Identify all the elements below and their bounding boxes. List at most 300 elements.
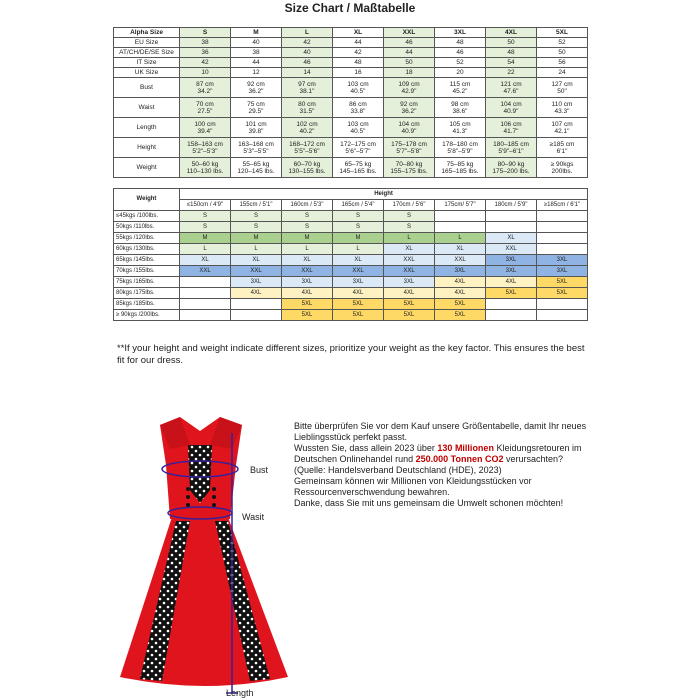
size-cell-imperial: 34.2" (197, 87, 213, 95)
size-row (114, 118, 588, 138)
size-cell-imperial: 40.9" (503, 107, 519, 115)
height-column-label: 170cm / 5'6" (384, 200, 435, 211)
hw-size-cell (180, 288, 231, 299)
size-cell-metric: 127 cm (551, 80, 573, 88)
size-cell (231, 138, 282, 158)
height-column-label: 160cm / 5'3" (282, 200, 333, 211)
hw-size-cell: 5XL (486, 288, 537, 299)
size-cell-imperial: 120–145 lbs. (237, 167, 275, 175)
size-cell-metric: 109 cm (398, 80, 420, 88)
hw-size-cell (486, 222, 537, 233)
fit-note: **If your height and weight indicate different sizes, prioritize your weight as the key factor. This ensures the best fit for our dress. (117, 343, 585, 366)
size-cell: 52 (435, 58, 486, 68)
size-cell-imperial: 45.2" (452, 87, 468, 95)
hw-size-cell: 3XL (486, 255, 537, 266)
hw-size-cell: S (180, 211, 231, 222)
hw-row (114, 310, 588, 321)
size-cell-metric: 92 cm (247, 80, 265, 88)
size-row-label: IT Size (114, 58, 180, 68)
size-cell: 46 (435, 48, 486, 58)
hw-size-cell: 5XL (435, 310, 486, 321)
size-cell-metric: 55–65 kg (242, 160, 270, 168)
size-cell-imperial: 43.3" (554, 107, 570, 115)
height-column-label: 175cm/ 5'7" (435, 200, 486, 211)
dress-image (110, 405, 300, 700)
hw-size-cell: S (231, 211, 282, 222)
size-header-cell: XL (333, 28, 384, 38)
size-cell-imperial: 36.2" (248, 87, 264, 95)
size-cell (333, 118, 384, 138)
size-row-label: EU Size (114, 38, 180, 48)
hw-size-cell (180, 299, 231, 310)
size-cell: 12 (231, 68, 282, 78)
size-cell-imperial: 175–200 lbs. (492, 167, 530, 175)
size-cell-metric: 105 cm (449, 120, 471, 128)
size-cell (180, 118, 231, 138)
size-cell: 44 (231, 58, 282, 68)
hw-size-cell (231, 310, 282, 321)
size-cell-metric: 180–185 cm (493, 140, 529, 148)
hw-size-cell: 3XL (333, 277, 384, 288)
size-cell-imperial: 50" (557, 87, 567, 95)
weight-row-label: 55kgs /120lbs. (114, 233, 180, 244)
size-cell (435, 78, 486, 98)
size-header-cell: 3XL (435, 28, 486, 38)
hw-size-cell (537, 222, 588, 233)
hw-size-cell (435, 222, 486, 233)
size-cell: 40 (282, 48, 333, 58)
size-row (114, 98, 588, 118)
size-row-label: Waist (114, 98, 180, 118)
size-cell-metric: ≥ 90kgs (550, 160, 574, 168)
size-row-label: Bust (114, 78, 180, 98)
size-cell-imperial: 47.6" (503, 87, 519, 95)
hw-size-cell: L (333, 244, 384, 255)
hw-size-cell: L (180, 244, 231, 255)
size-cell-metric: ≥185 cm (549, 140, 575, 148)
weight-row-label: 70kgs /155lbs. (114, 266, 180, 277)
size-row (114, 68, 588, 78)
size-cell (384, 78, 435, 98)
size-cell (231, 158, 282, 178)
size-cell: 40 (231, 38, 282, 48)
size-cell-metric: 101 cm (245, 120, 267, 128)
size-cell-imperial: 31.5" (299, 107, 315, 115)
hw-size-cell: 5XL (333, 310, 384, 321)
size-cell-metric: 98 cm (451, 100, 469, 108)
size-cell-imperial: 39.8" (248, 127, 264, 135)
blurb-line-3: (Quelle: Handelsverband Deutschland (HDE), 2023) (294, 465, 502, 475)
size-cell-metric: 103 cm (347, 80, 369, 88)
hw-size-cell: XXL (486, 244, 537, 255)
size-cell (180, 78, 231, 98)
hw-size-cell: 5XL (282, 310, 333, 321)
weight-row-label: 65kgs /145lbs. (114, 255, 180, 266)
hw-size-cell (435, 211, 486, 222)
weight-row-label: 50kgs /110lbs. (114, 222, 180, 233)
hw-size-cell: XL (282, 255, 333, 266)
size-cell-imperial: 38.1" (299, 87, 315, 95)
size-cell (180, 138, 231, 158)
size-cell (282, 98, 333, 118)
size-header-cell: M (231, 28, 282, 38)
hw-size-cell: L (384, 233, 435, 244)
size-cell-imperial: 40.9" (401, 127, 417, 135)
hw-size-cell: L (231, 244, 282, 255)
hw-size-cell: 4XL (486, 277, 537, 288)
size-cell (486, 158, 537, 178)
hw-size-cell: 5XL (384, 310, 435, 321)
size-cell-imperial: 5'3"–5'5" (243, 147, 269, 155)
hw-size-cell: S (333, 211, 384, 222)
hw-size-cell: XL (384, 244, 435, 255)
size-cell-metric: 92 cm (400, 100, 418, 108)
page-title: Size Chart / Maßtabelle (284, 1, 416, 15)
height-column-label: ≥185cm / 6'1" (537, 200, 588, 211)
hw-size-cell (537, 211, 588, 222)
size-cell-imperial: 27.5" (197, 107, 213, 115)
hw-size-cell: XL (180, 255, 231, 266)
hw-size-cell: M (180, 233, 231, 244)
hw-size-cell: 3XL (486, 266, 537, 277)
hw-size-cell: L (282, 244, 333, 255)
size-header-cell: S (180, 28, 231, 38)
size-cell-metric: 75 cm (247, 100, 265, 108)
size-cell (486, 118, 537, 138)
size-cell-imperial: 29.5" (248, 107, 264, 115)
size-cell: 38 (180, 38, 231, 48)
hw-size-cell: XXL (180, 266, 231, 277)
weight-axis-label: Weight (114, 189, 180, 211)
size-header-cell: 4XL (486, 28, 537, 38)
size-cell-imperial: 40.5" (350, 127, 366, 135)
size-cell-metric: 97 cm (298, 80, 316, 88)
hw-row (114, 255, 588, 266)
size-cell-imperial: 40.5" (350, 87, 366, 95)
hw-size-cell (537, 233, 588, 244)
hw-size-cell: XL (486, 233, 537, 244)
size-row (114, 138, 588, 158)
hw-size-cell: S (231, 222, 282, 233)
hw-size-cell: S (384, 211, 435, 222)
size-cell (180, 98, 231, 118)
size-chart-table (113, 27, 588, 178)
hw-row (114, 277, 588, 288)
hw-size-cell (486, 211, 537, 222)
size-cell-metric: 175–178 cm (391, 140, 427, 148)
hw-size-cell: S (282, 222, 333, 233)
hw-size-cell: S (180, 222, 231, 233)
size-cell-imperial: 38.6" (452, 107, 468, 115)
size-row-label: Weight (114, 158, 180, 178)
height-column-label: ≤150cm / 4'9" (180, 200, 231, 211)
hw-size-cell: L (435, 233, 486, 244)
blurb-line-2: Wussten Sie, dass allein 2023 über 130 Millionen Kleidungsretouren im Deutschen Onlinehandel rund 250.000 Tonnen CO2 verursachten? (294, 443, 582, 464)
size-cell-metric: 75–85 kg (446, 160, 474, 168)
hw-size-cell: 4XL (231, 288, 282, 299)
size-cell: 54 (486, 58, 537, 68)
size-cell: 36 (180, 48, 231, 58)
hw-size-cell: XXL (384, 255, 435, 266)
hw-size-cell (537, 310, 588, 321)
size-cell-imperial: 5'7"–5'8" (396, 147, 422, 155)
size-cell: 48 (486, 48, 537, 58)
size-row-label: AT/CH/DE/SE Size (114, 48, 180, 58)
hw-size-cell: XL (435, 244, 486, 255)
size-cell: 10 (180, 68, 231, 78)
length-label: Length (226, 688, 254, 698)
size-cell (180, 158, 231, 178)
height-axis-label: Height (180, 189, 588, 200)
size-cell-metric: 103 cm (347, 120, 369, 128)
size-cell-imperial: 5'5"–5'6" (294, 147, 320, 155)
size-cell (537, 158, 588, 178)
size-row-label: UK Size (114, 68, 180, 78)
size-row (114, 158, 588, 178)
hw-size-cell: XXL (435, 255, 486, 266)
size-cell (486, 138, 537, 158)
blurb-line-4: Gemeinsam können wir Millionen von Kleidungsstücken vor Ressourcenverschwendung bewahren. (294, 476, 532, 497)
hw-size-cell: M (231, 233, 282, 244)
size-cell (231, 78, 282, 98)
size-cell-metric: 172–175 cm (340, 140, 376, 148)
height-column-label: 180cm / 5'9" (486, 200, 537, 211)
size-cell-imperial: 155–175 lbs. (390, 167, 428, 175)
size-cell (435, 98, 486, 118)
size-cell-imperial: 42.9" (401, 87, 417, 95)
hw-size-cell: 4XL (435, 288, 486, 299)
hw-row (114, 233, 588, 244)
size-cell-metric: 80–90 kg (497, 160, 525, 168)
size-cell-metric: 80 cm (298, 100, 316, 108)
size-cell-metric: 106 cm (500, 120, 522, 128)
size-cell (384, 158, 435, 178)
size-header-cell: XXL (384, 28, 435, 38)
size-header-row (114, 28, 588, 38)
size-cell: 24 (537, 68, 588, 78)
hw-size-cell: 4XL (333, 288, 384, 299)
size-cell-imperial: 165–185 lbs. (441, 167, 479, 175)
hw-size-cell: 4XL (435, 277, 486, 288)
size-row-label: Length (114, 118, 180, 138)
hw-size-cell: XL (231, 255, 282, 266)
size-cell (231, 98, 282, 118)
size-cell: 38 (231, 48, 282, 58)
size-cell-imperial: 41.7" (503, 127, 519, 135)
size-cell-metric: 104 cm (398, 120, 420, 128)
size-cell (384, 138, 435, 158)
size-cell-imperial: 39.4" (197, 127, 213, 135)
size-cell: 56 (537, 58, 588, 68)
hw-size-cell: 5XL (333, 299, 384, 310)
size-cell (435, 158, 486, 178)
hw-row (114, 211, 588, 222)
hw-size-cell: M (282, 233, 333, 244)
hw-size-cell: XXL (282, 266, 333, 277)
height-column-label: 165cm / 5'4" (333, 200, 384, 211)
hw-size-cell: S (384, 222, 435, 233)
hw-row (114, 299, 588, 310)
size-cell-metric: 121 cm (500, 80, 522, 88)
size-cell (282, 158, 333, 178)
size-cell (282, 138, 333, 158)
size-cell-metric: 163–168 cm (238, 140, 274, 148)
hw-size-cell: 4XL (384, 288, 435, 299)
size-cell-imperial: 5'9"–6'1" (498, 147, 524, 155)
size-cell-metric: 168–172 cm (289, 140, 325, 148)
size-cell-metric: 110 cm (551, 100, 573, 108)
size-cell-imperial: 5'6"–5'7" (345, 147, 371, 155)
hw-size-cell (180, 310, 231, 321)
size-cell-metric: 115 cm (449, 80, 471, 88)
weight-row-label: 80kgs /175lbs. (114, 288, 180, 299)
size-cell: 14 (282, 68, 333, 78)
hw-size-cell (180, 277, 231, 288)
hw-size-cell (231, 299, 282, 310)
hw-size-cell (486, 299, 537, 310)
size-cell (537, 118, 588, 138)
bust-label: Bust (250, 465, 269, 475)
size-cell-imperial: 130–155 lbs. (288, 167, 326, 175)
size-cell-metric: 102 cm (296, 120, 318, 128)
weight-row-label: 60kgs /130lbs. (114, 244, 180, 255)
size-cell (537, 78, 588, 98)
size-cell: 42 (180, 58, 231, 68)
size-row (114, 58, 588, 68)
weight-row-label: ≤45kgs /100lbs. (114, 211, 180, 222)
hw-size-cell: XXL (231, 266, 282, 277)
hw-size-cell: M (333, 233, 384, 244)
height-weight-table (113, 188, 588, 321)
hw-columns-row (114, 200, 588, 211)
weight-row-label: 85kgs /185lbs. (114, 299, 180, 310)
size-cell: 50 (486, 38, 537, 48)
hw-size-cell: XL (333, 255, 384, 266)
height-column-label: 155cm / 5'1" (231, 200, 282, 211)
size-cell (384, 98, 435, 118)
size-row (114, 78, 588, 98)
size-cell-imperial: 40.2" (299, 127, 315, 135)
size-cell (282, 78, 333, 98)
hw-size-cell: 5XL (435, 299, 486, 310)
size-cell: 46 (384, 38, 435, 48)
size-row (114, 48, 588, 58)
hw-size-cell: 3XL (231, 277, 282, 288)
size-cell-imperial: 200lbs. (551, 167, 573, 175)
size-cell-metric: 60–70 kg (293, 160, 321, 168)
size-cell (333, 78, 384, 98)
size-cell (435, 118, 486, 138)
hw-size-cell: 5XL (537, 277, 588, 288)
size-cell (486, 98, 537, 118)
size-cell-metric: 70–80 kg (395, 160, 423, 168)
size-cell (435, 138, 486, 158)
hw-size-cell (486, 310, 537, 321)
size-cell-metric: 104 cm (500, 100, 522, 108)
size-cell-imperial: 110–130 lbs. (186, 167, 224, 175)
size-cell: 42 (333, 48, 384, 58)
hw-size-cell: 4XL (282, 288, 333, 299)
size-cell-imperial: 145–165 lbs. (339, 167, 377, 175)
size-cell (333, 158, 384, 178)
size-cell-metric: 86 cm (349, 100, 367, 108)
hw-row (114, 244, 588, 255)
size-cell-imperial: 36.2" (401, 107, 417, 115)
hw-size-cell: 3XL (384, 277, 435, 288)
blurb-line-1: Bitte überprüfen Sie vor dem Kauf unsere Größentabelle, damit Ihr neues Lieblingsstück perfekt passt. (294, 421, 587, 442)
weight-row-label: ≥ 90kgs /200lbs. (114, 310, 180, 321)
size-cell-imperial: 6'1" (556, 147, 568, 155)
hw-size-cell: XXL (384, 266, 435, 277)
size-cell-metric: 50–60 kg (191, 160, 219, 168)
size-cell-imperial: 42.1" (554, 127, 570, 135)
hw-size-cell: 3XL (537, 255, 588, 266)
size-cell (486, 78, 537, 98)
size-cell (537, 98, 588, 118)
hw-size-cell: 3XL (537, 266, 588, 277)
hw-row (114, 222, 588, 233)
hw-size-cell: 3XL (435, 266, 486, 277)
size-cell (282, 118, 333, 138)
size-cell: 42 (282, 38, 333, 48)
size-cell-metric: 158–163 cm (187, 140, 223, 148)
size-header-cell: Alpha Size (114, 28, 180, 38)
weight-row-label: 75kgs /165lbs. (114, 277, 180, 288)
size-cell-metric: 178–180 cm (442, 140, 478, 148)
size-cell: 20 (435, 68, 486, 78)
hw-size-cell: XXL (333, 266, 384, 277)
size-cell-metric: 107 cm (551, 120, 573, 128)
blurb-line-5: Danke, dass Sie mit uns gemeinsam die Umwelt schonen möchten! (294, 498, 564, 508)
size-cell: 44 (384, 48, 435, 58)
size-cell-metric: 70 cm (196, 100, 214, 108)
size-cell: 50 (537, 48, 588, 58)
size-cell: 52 (537, 38, 588, 48)
size-cell (537, 138, 588, 158)
hw-header-row (114, 189, 588, 200)
size-cell: 44 (333, 38, 384, 48)
hw-size-cell: 5XL (537, 288, 588, 299)
size-cell: 18 (384, 68, 435, 78)
size-cell-metric: 87 cm (196, 80, 214, 88)
hw-size-cell (537, 299, 588, 310)
hw-size-cell: S (282, 211, 333, 222)
hw-row (114, 266, 588, 277)
size-cell (333, 98, 384, 118)
info-text (294, 421, 594, 509)
size-cell: 22 (486, 68, 537, 78)
hw-size-cell: 5XL (384, 299, 435, 310)
hw-row (114, 288, 588, 299)
hw-size-cell: 5XL (282, 299, 333, 310)
size-row-label: Height (114, 138, 180, 158)
size-cell: 48 (333, 58, 384, 68)
size-cell (384, 118, 435, 138)
size-cell-imperial: 5'2"–5'3" (192, 147, 218, 155)
size-cell: 50 (384, 58, 435, 68)
size-cell-imperial: 5'8"–5'9" (447, 147, 473, 155)
size-cell (333, 138, 384, 158)
size-cell: 16 (333, 68, 384, 78)
size-header-cell: L (282, 28, 333, 38)
size-cell: 46 (282, 58, 333, 68)
size-cell (231, 118, 282, 138)
size-header-cell: 5XL (537, 28, 588, 38)
size-cell-imperial: 41.3" (452, 127, 468, 135)
waist-label: Wasit (242, 512, 265, 522)
size-cell: 48 (435, 38, 486, 48)
hw-size-cell: 3XL (282, 277, 333, 288)
